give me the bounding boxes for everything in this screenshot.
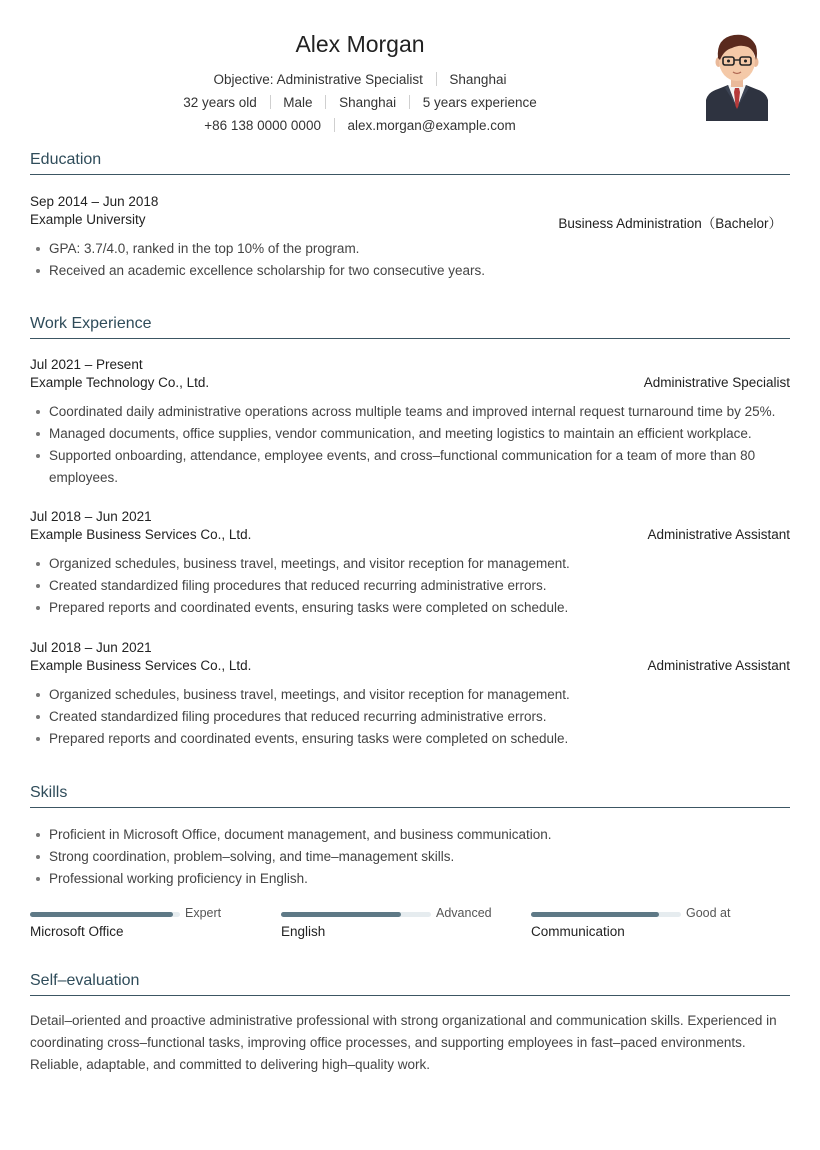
entry-date: Jul 2018 – Jun 2021 xyxy=(30,509,152,524)
school-name: Example University xyxy=(30,212,146,227)
list-item: Managed documents, office supplies, vendor communication, and meeting logistics to maintain an efficient workplace. xyxy=(30,423,790,445)
skill-bar-track xyxy=(531,912,681,917)
skill-level: Expert xyxy=(185,906,222,920)
list-item: Prepared reports and coordinated events, ensuring tasks were completed on schedule. xyxy=(30,597,790,619)
list-item: Strong coordination, problem–solving, and time–management skills. xyxy=(30,846,790,868)
degree: Business Administration（Bachelor） xyxy=(558,216,782,231)
self-evaluation-section xyxy=(30,972,790,1076)
skill-bar-track xyxy=(281,912,431,917)
skill-bar-fill xyxy=(30,912,173,917)
list-item: Proficient in Microsoft Office, document management, and business communication. xyxy=(30,824,790,846)
job-title: Administrative Assistant xyxy=(647,658,790,673)
objective-label: Objective: xyxy=(213,72,274,87)
list-item: Created standardized filing procedures that reduced recurring administrative errors. xyxy=(30,706,790,728)
list-item: Coordinated daily administrative operations across multiple teams and improved internal request turnaround time by 25%. xyxy=(30,401,790,423)
entry-date: Jul 2018 – Jun 2021 xyxy=(30,640,152,655)
divider xyxy=(409,95,410,109)
candidate-name: Alex Morgan xyxy=(295,31,425,57)
skill-level: Advanced xyxy=(436,906,492,920)
skill-item xyxy=(531,906,761,946)
list-item: GPA: 3.7/4.0, ranked in the top 10% of the program. xyxy=(30,238,790,260)
skill-bar-track xyxy=(30,912,180,917)
objective-line xyxy=(0,72,720,87)
list-item: Prepared reports and coordinated events, ensuring tasks were completed on schedule. xyxy=(30,728,790,750)
skill-name: English xyxy=(281,924,326,939)
section-title: Work Experience xyxy=(30,315,790,339)
list-item: Received an academic excellence scholarship for two consecutive years. xyxy=(30,260,790,282)
education-entry xyxy=(30,194,790,282)
list-item: Professional working proficiency in English. xyxy=(30,868,790,890)
email: alex.morgan@example.com xyxy=(347,118,516,133)
experience: 5 years experience xyxy=(422,95,537,110)
work-entry xyxy=(30,640,790,750)
skill-item xyxy=(281,906,511,946)
company-name: Example Business Services Co., Ltd. xyxy=(30,527,252,542)
gender: Male xyxy=(283,95,313,110)
phone: +86 138 0000 0000 xyxy=(204,118,321,133)
work-entry xyxy=(30,509,790,619)
personal-info-line xyxy=(0,95,720,110)
skill-bar-fill xyxy=(531,912,659,917)
resume-header xyxy=(0,0,820,150)
work-experience-section xyxy=(30,315,790,746)
job-title: Administrative Assistant xyxy=(647,527,790,542)
skill-name: Communication xyxy=(531,924,625,939)
entry-date: Sep 2014 – Jun 2018 xyxy=(30,194,159,209)
company-name: Example Business Services Co., Ltd. xyxy=(30,658,252,673)
list-item: Created standardized filing procedures that reduced recurring administrative errors. xyxy=(30,575,790,597)
education-section xyxy=(30,151,790,278)
list-item: Organized schedules, business travel, meetings, and visitor reception for management. xyxy=(30,553,790,575)
divider xyxy=(436,72,437,86)
objective-role: Administrative Specialist xyxy=(276,72,423,87)
contact-line xyxy=(0,118,720,133)
skills-section xyxy=(30,784,790,939)
divider xyxy=(270,95,271,109)
section-title: Self–evaluation xyxy=(30,972,790,996)
male-avatar-glasses-suit-icon xyxy=(704,30,770,121)
list-item: Supported onboarding, attendance, employee events, and cross–functional communication for a team of more than 80 employees. xyxy=(30,445,790,489)
company-name: Example Technology Co., Ltd. xyxy=(30,375,210,390)
age: 32 years old xyxy=(183,95,257,110)
divider xyxy=(325,95,326,109)
section-title: Education xyxy=(30,151,790,175)
skill-name: Microsoft Office xyxy=(30,924,124,939)
skill-item xyxy=(30,906,260,946)
skill-bar-fill xyxy=(281,912,401,917)
entry-date: Jul 2021 – Present xyxy=(30,357,143,372)
job-title: Administrative Specialist xyxy=(643,375,790,390)
self-evaluation-text: Detail–oriented and proactive administrative professional with strong organizational and communication skills. Experienced in coordinating cross–functional tasks, improving office processes, and supporting employees in fast–paced environments. Reliable, adaptable, and committed to delivering high–quality work. xyxy=(30,1013,777,1072)
divider xyxy=(334,118,335,132)
objective-city: Shanghai xyxy=(449,72,507,87)
skill-level: Good at xyxy=(686,906,731,920)
city: Shanghai xyxy=(339,95,397,110)
list-item: Organized schedules, business travel, meetings, and visitor reception for management. xyxy=(30,684,790,706)
work-entry xyxy=(30,357,790,489)
section-title: Skills xyxy=(30,784,790,808)
